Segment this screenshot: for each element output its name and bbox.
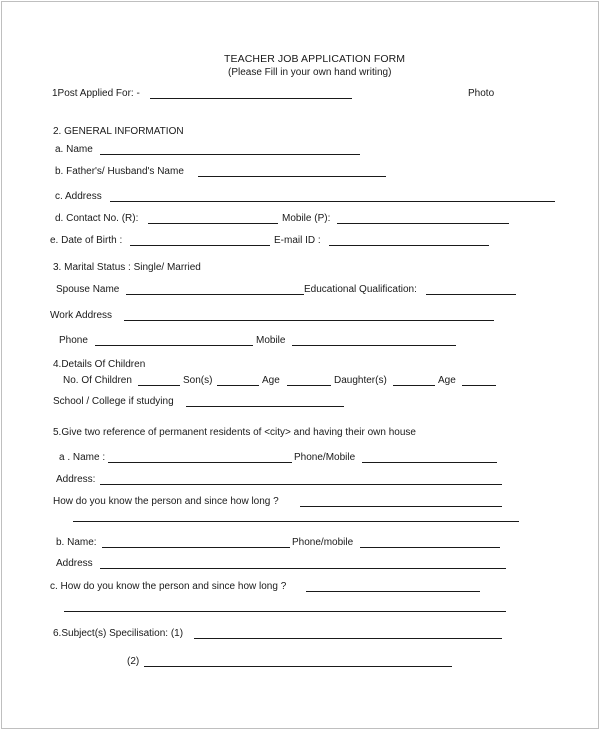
ref-b-address-field[interactable] xyxy=(100,568,506,569)
ref-a-phone-field[interactable] xyxy=(362,462,497,463)
daughters-age-field[interactable] xyxy=(462,385,496,386)
address-field[interactable] xyxy=(110,201,555,202)
ref-b-name-label: b. Name: xyxy=(56,537,97,548)
sons-field[interactable] xyxy=(217,385,259,386)
father-husband-label: b. Father's/ Husband's Name xyxy=(55,166,184,177)
daughters-field[interactable] xyxy=(393,385,435,386)
ref-a-how-label: How do you know the person and since how long ? xyxy=(53,496,279,507)
dob-label: e. Date of Birth : xyxy=(50,235,123,246)
sons-label: Son(s) xyxy=(183,375,213,386)
general-info-heading: 2. GENERAL INFORMATION xyxy=(53,126,184,137)
phone-label: Phone xyxy=(59,335,88,346)
school-label: School / College if studying xyxy=(53,396,174,407)
contact-field[interactable] xyxy=(148,223,278,224)
children-count-label: No. Of Children xyxy=(63,375,132,386)
spouse-mobile-field[interactable] xyxy=(292,345,456,346)
ref-a-address-label: Address: xyxy=(56,474,96,485)
subject-1-field[interactable] xyxy=(194,638,502,639)
spouse-mobile-label: Mobile xyxy=(256,335,286,346)
address-label: c. Address xyxy=(55,191,102,202)
sons-age-label: Age xyxy=(262,375,280,386)
ref-b-address-label: Address xyxy=(56,558,93,569)
daughters-age-label: Age xyxy=(438,375,456,386)
father-husband-field[interactable] xyxy=(198,176,386,177)
ref-b-phone-label: Phone/mobile xyxy=(292,537,354,548)
ref-a-name-field[interactable] xyxy=(108,462,292,463)
ref-a-how-field[interactable] xyxy=(300,506,502,507)
sons-age-field[interactable] xyxy=(287,385,331,386)
form-title: TEACHER JOB APPLICATION FORM xyxy=(224,53,406,65)
application-form-page xyxy=(1,1,599,729)
ref-b-name-field[interactable] xyxy=(102,547,290,548)
subject-2-label: (2) xyxy=(127,656,140,667)
ref-a-how-field-line2[interactable] xyxy=(73,521,519,522)
mobile-field[interactable] xyxy=(337,223,509,224)
school-field[interactable] xyxy=(186,406,344,407)
post-applied-field[interactable] xyxy=(150,98,352,99)
subject-2-field[interactable] xyxy=(144,666,452,667)
work-address-field[interactable] xyxy=(124,320,494,321)
references-heading: 5.Give two reference of permanent residents of <city> and having their own house xyxy=(53,427,416,438)
mobile-label: Mobile (P): xyxy=(282,213,331,224)
dob-field[interactable] xyxy=(130,245,270,246)
work-address-label: Work Address xyxy=(50,310,113,321)
ref-b-phone-field[interactable] xyxy=(360,547,500,548)
ref-a-address-field[interactable] xyxy=(100,484,502,485)
email-label: E-mail ID : xyxy=(274,235,321,246)
spouse-name-label: Spouse Name xyxy=(56,284,120,295)
subjects-label: 6.Subject(s) Specilisation: (1) xyxy=(53,628,184,639)
ref-c-how-label: c. How do you know the person and since how long ? xyxy=(50,581,287,592)
children-count-field[interactable] xyxy=(138,385,180,386)
post-applied-label: 1Post Applied For: - xyxy=(52,88,140,99)
qualification-label: Educational Qualification: xyxy=(304,284,417,295)
daughters-label: Daughter(s) xyxy=(334,375,387,386)
contact-label: d. Contact No. (R): xyxy=(55,213,139,224)
email-field[interactable] xyxy=(329,245,489,246)
ref-a-name-label: a . Name : xyxy=(59,452,106,463)
children-heading: 4.Details Of Children xyxy=(53,359,146,370)
form-subtitle: (Please Fill in your own hand writing) xyxy=(228,67,392,78)
ref-c-how-field[interactable] xyxy=(306,591,480,592)
ref-c-how-field-line2[interactable] xyxy=(64,611,506,612)
photo-label: Photo xyxy=(468,88,495,99)
name-field[interactable] xyxy=(100,154,360,155)
marital-status-heading: 3. Marital Status : Single/ Married xyxy=(53,262,201,273)
qualification-field[interactable] xyxy=(426,294,516,295)
ref-a-phone-label: Phone/Mobile xyxy=(294,452,356,463)
phone-field[interactable] xyxy=(95,345,253,346)
name-label: a. Name xyxy=(55,144,93,155)
spouse-name-field[interactable] xyxy=(126,294,304,295)
